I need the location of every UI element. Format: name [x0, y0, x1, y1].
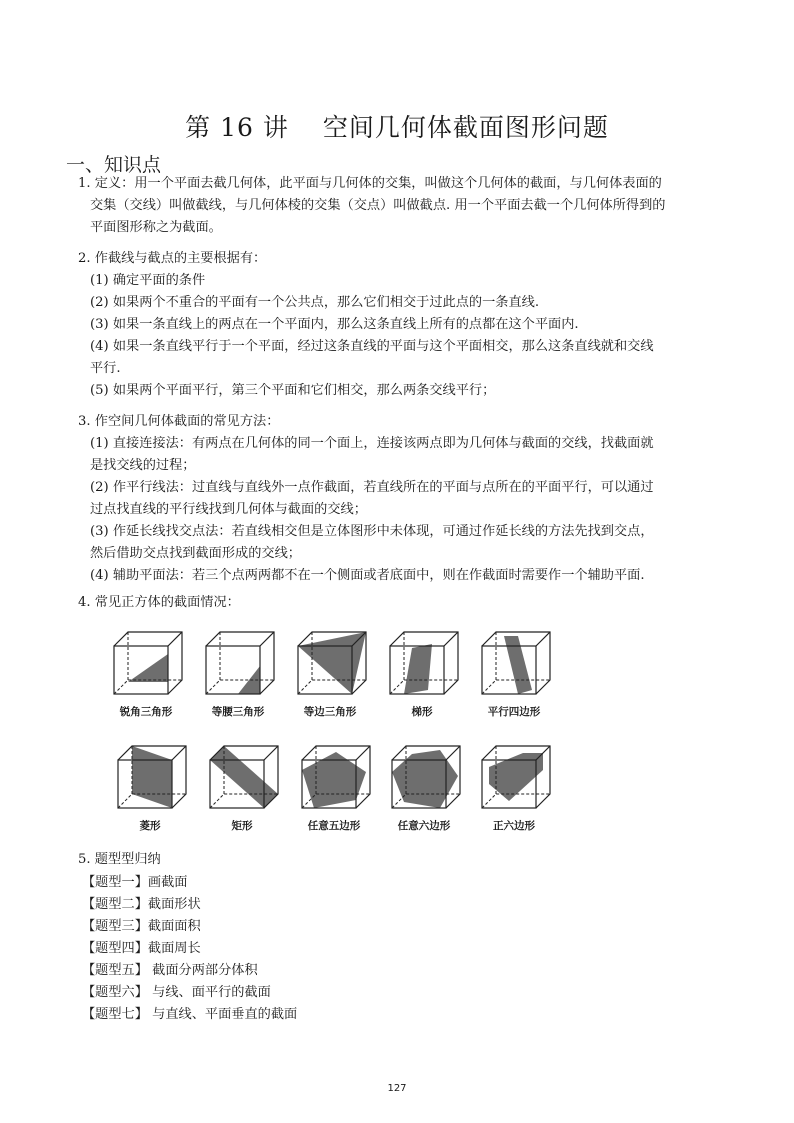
figure-caption: 等腰三角形: [211, 706, 265, 718]
text-line: (1) 确定平面的条件: [90, 273, 206, 288]
regular-hexagon-cube-icon: [474, 742, 554, 814]
pentagon-cube-icon: [294, 742, 374, 814]
rectangle-cube-icon: [202, 742, 282, 814]
trapezoid-cube-icon: [382, 628, 462, 700]
list-item: 【题型一】画截面: [82, 875, 188, 890]
lesson-number: 第 16 讲: [185, 113, 289, 142]
list-item: 【题型五】 截面分两部分体积: [82, 963, 258, 978]
figure-caption: 菱形: [139, 820, 161, 832]
list-item: 【题型四】截面周长: [82, 941, 201, 956]
cube-figure: [376, 628, 468, 719]
paragraph-heading: 4. 常见正方体的截面情况：: [78, 595, 240, 610]
text-line: 交集（交线）叫做截线，与几何体棱的交集（交点）叫做截点. 用一个平面去截一个几何体所得到的: [90, 198, 666, 213]
figure-caption: 等边三角形: [303, 706, 357, 718]
text-line: (3) 如果一条直线上的两点在一个平面内，那么这条直线上所有的点都在这个平面内.: [90, 317, 579, 332]
text-line: (4) 如果一条直线平行于一个平面，经过这条直线的平面与这个平面相交，那么这条直线就和交线: [90, 339, 654, 354]
cube-sections-heading: [78, 592, 718, 614]
isosceles-triangle-cube-icon: [198, 628, 278, 700]
text-line: 平面图形称之为截面。: [90, 220, 222, 235]
figure-caption: 任意六边形: [397, 820, 451, 832]
figure-caption: 平行四边形: [487, 706, 541, 718]
section-heading: 一、知识点: [66, 154, 162, 176]
list-item: 【题型七】 与直线、平面垂直的截面: [82, 1007, 298, 1022]
definition-paragraph: [78, 173, 718, 239]
cube-figure: [100, 628, 192, 719]
text-line: (2) 如果两个不重合的平面有一个公共点，那么它们相交于过此点的一条直线.: [90, 295, 540, 310]
question-types-list: [82, 872, 297, 1026]
figure-caption: 锐角三角形: [119, 706, 173, 718]
question-types-heading: [78, 849, 718, 871]
text-line: 是找交线的过程；: [90, 458, 196, 473]
paragraph-heading: 2. 作截线与截点的主要根据有：: [78, 251, 267, 266]
text-line: 平行.: [90, 361, 121, 376]
text-line: (5) 如果两个平面平行，第三个平面和它们相交，那么两条交线平行；: [90, 383, 496, 398]
figure-caption: 正六边形: [493, 820, 535, 832]
methods-paragraph: [78, 411, 718, 587]
parallelogram-cube-icon: [474, 628, 554, 700]
paragraph-heading: 3. 作空间几何体截面的常见方法：: [78, 414, 280, 429]
cube-figure: [192, 628, 284, 719]
rhombus-cube-icon: [110, 742, 190, 814]
figure-caption: 梯形: [411, 706, 433, 718]
cube-figure: [284, 628, 376, 719]
figure-caption: 任意五边形: [307, 820, 361, 832]
text-line: 过点找直线的平行线找到几何体与截面的交线；: [90, 502, 367, 517]
text-line: 1. 定义：用一个平面去截几何体，此平面与几何体的交集，叫做这个几何体的截面，与几何体表面的: [78, 176, 662, 191]
cube-figure: [468, 628, 560, 719]
basis-paragraph: [78, 248, 718, 402]
cube-figure: [196, 742, 288, 833]
cube-figure: [104, 742, 196, 833]
figure-caption: 矩形: [231, 820, 253, 832]
hexagon-cube-icon: [384, 742, 464, 814]
page-title: [0, 108, 794, 144]
text-line: (2) 作平行线法：过直线与直线外一点作截面，若直线所在的平面与点所在的平面平行，可以通过: [90, 480, 654, 495]
list-item: 【题型三】截面面积: [82, 919, 201, 934]
cube-figure: [468, 742, 560, 833]
page-number: 127: [387, 1083, 407, 1094]
list-item: 【题型二】截面形状: [82, 897, 201, 912]
lesson-topic: 空间几何体截面图形问题: [322, 113, 609, 142]
cube-figure: [288, 742, 380, 833]
acute-triangle-cube-icon: [106, 628, 186, 700]
paragraph-heading: 5. 题型型归纳: [78, 852, 161, 867]
list-item: 【题型六】 与线、面平行的截面: [82, 985, 271, 1000]
text-line: (4) 辅助平面法：若三个点两两都不在一个侧面或者底面中，则在作截面时需要作一个辅助平面.: [90, 568, 645, 583]
text-line: (3) 作延长线找交点法：若直线相交但是立体图形中未体现，可通过作延长线的方法先找到交点，: [90, 524, 654, 539]
text-line: (1) 直接连接法：有两点在几何体的同一个面上，连接该两点即为几何体与截面的交线，找截面就: [90, 436, 654, 451]
equilateral-triangle-cube-icon: [290, 628, 370, 700]
cube-figure: [378, 742, 470, 833]
text-line: 然后借助交点找到截面形成的交线；: [90, 546, 301, 561]
